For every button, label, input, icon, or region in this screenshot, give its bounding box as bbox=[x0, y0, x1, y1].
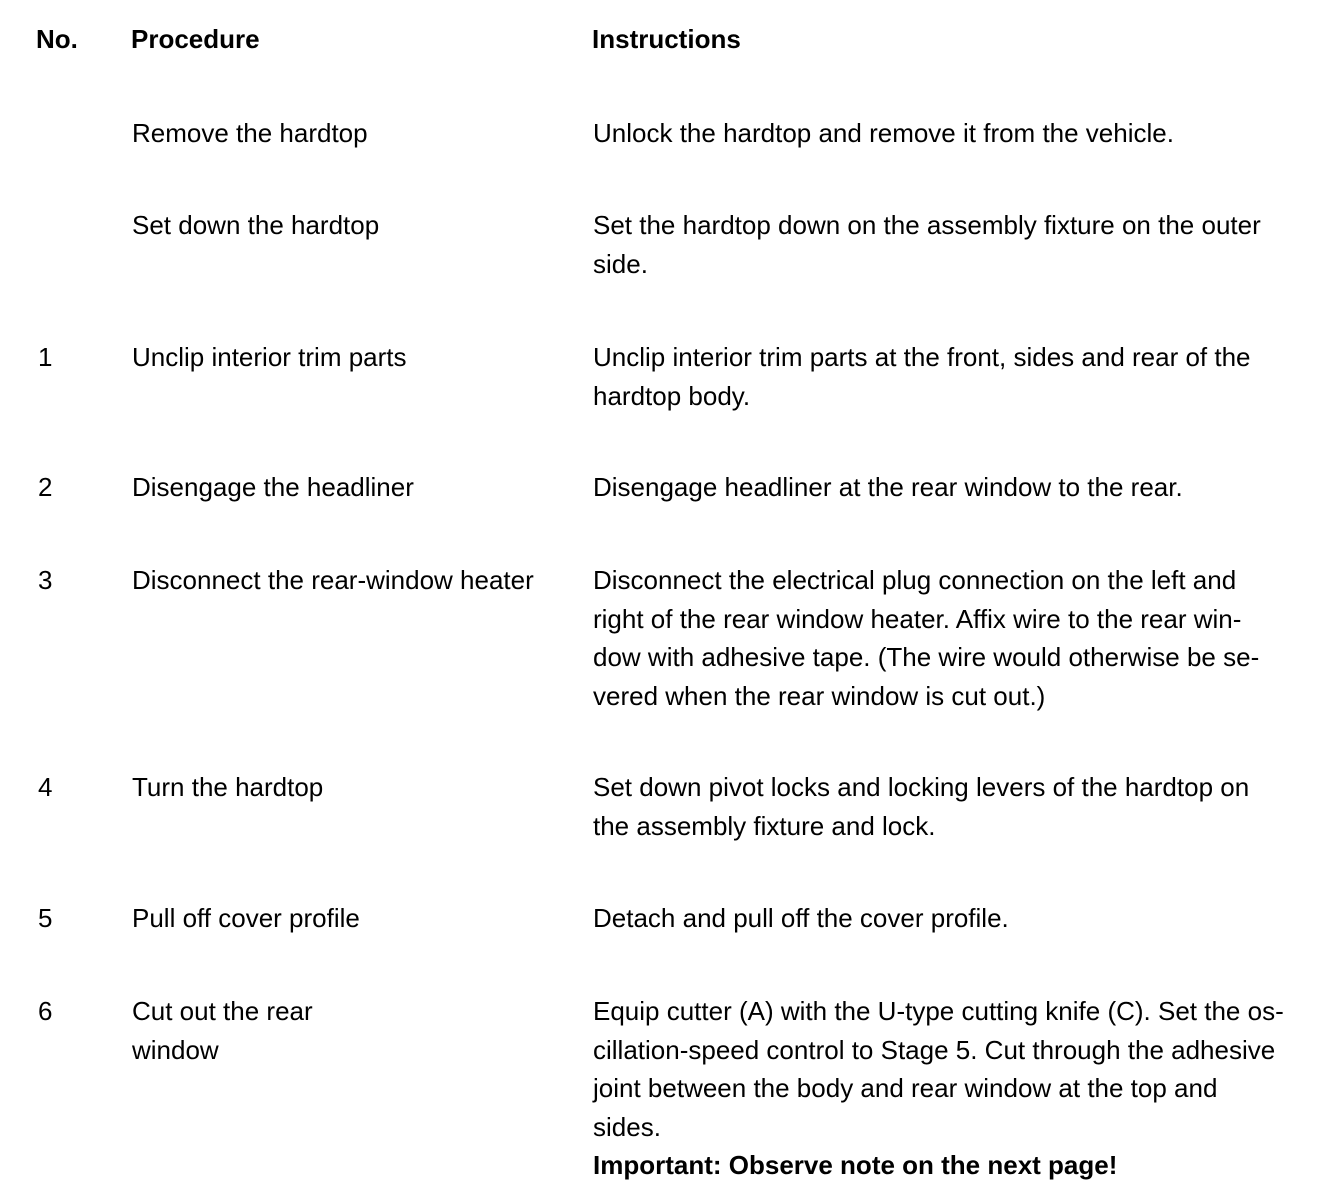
header-procedure: Procedure bbox=[131, 24, 260, 54]
procedure-line: Pull off cover profile bbox=[132, 903, 360, 933]
procedure-line: Disengage the headliner bbox=[132, 472, 414, 502]
procedure-line: Unclip interior trim parts bbox=[132, 342, 407, 372]
row-procedure bbox=[132, 561, 572, 600]
instruction-line: Set down pivot locks and locking levers of the hardtop on bbox=[593, 772, 1250, 802]
row-procedure bbox=[132, 899, 572, 938]
procedure-line: Disconnect the rear-window heater bbox=[132, 565, 534, 595]
row-procedure bbox=[132, 114, 572, 153]
instruction-line: cillation-speed control to Stage 5. Cut through the adhesive bbox=[593, 1034, 1276, 1065]
row-procedure bbox=[132, 468, 572, 507]
row-instructions bbox=[593, 899, 1308, 938]
instruction-line: Disengage headliner at the rear window to the rear. bbox=[593, 472, 1183, 502]
instruction-line: side. bbox=[593, 248, 648, 279]
instruction-line: Set the hardtop down on the assembly fixture on the outer bbox=[593, 210, 1261, 240]
row-procedure bbox=[132, 992, 572, 1069]
row-instructions bbox=[593, 206, 1308, 283]
instruction-line: the assembly fixture and lock. bbox=[593, 810, 936, 841]
procedure-line: Cut out the rear bbox=[132, 996, 313, 1026]
row-number: 6 bbox=[38, 996, 53, 1026]
instruction-line: sides. bbox=[593, 1111, 661, 1142]
procedure-line: Remove the hardtop bbox=[132, 118, 368, 148]
instruction-line: right of the rear window heater. Affix wire to the rear win- bbox=[593, 603, 1242, 634]
row-number: 2 bbox=[38, 472, 53, 502]
procedure-line: window bbox=[132, 1034, 219, 1065]
row-number: 1 bbox=[38, 342, 53, 372]
instruction-line: Unclip interior trim parts at the front, sides and rear of the bbox=[593, 342, 1251, 372]
row-procedure bbox=[132, 206, 572, 245]
instruction-line: dow with adhesive tape. (The wire would otherwise be se- bbox=[593, 642, 1260, 672]
table-header bbox=[0, 24, 1344, 64]
instruction-line: Disconnect the electrical plug connection on the left and bbox=[593, 565, 1237, 595]
instruction-line: hardtop body. bbox=[593, 380, 751, 411]
header-no: No. bbox=[36, 24, 78, 54]
instruction-line: Detach and pull off the cover profile. bbox=[593, 903, 1009, 933]
row-procedure bbox=[132, 768, 572, 807]
row-instructions bbox=[593, 992, 1308, 1185]
row-number: 5 bbox=[38, 903, 53, 933]
row-number: 3 bbox=[38, 565, 53, 595]
important-note: Important: Observe note on the next page! bbox=[593, 1150, 1118, 1180]
instruction-line: joint between the body and rear window at the top and bbox=[593, 1073, 1218, 1103]
instruction-line: vered when the rear window is cut out.) bbox=[593, 680, 1046, 711]
row-instructions bbox=[593, 114, 1308, 153]
row-instructions bbox=[593, 338, 1308, 415]
instruction-line: Equip cutter (A) with the U-type cutting knife (C). Set the os- bbox=[593, 996, 1284, 1026]
row-instructions bbox=[593, 768, 1308, 845]
procedure-line: Set down the hardtop bbox=[132, 210, 380, 240]
row-procedure bbox=[132, 338, 572, 377]
row-instructions bbox=[593, 561, 1308, 715]
procedure-line: Turn the hardtop bbox=[132, 772, 324, 802]
row-instructions bbox=[593, 468, 1308, 507]
row-number: 4 bbox=[38, 772, 53, 802]
header-instructions: Instructions bbox=[592, 24, 741, 54]
instruction-line: Unlock the hardtop and remove it from the vehicle. bbox=[593, 118, 1174, 148]
